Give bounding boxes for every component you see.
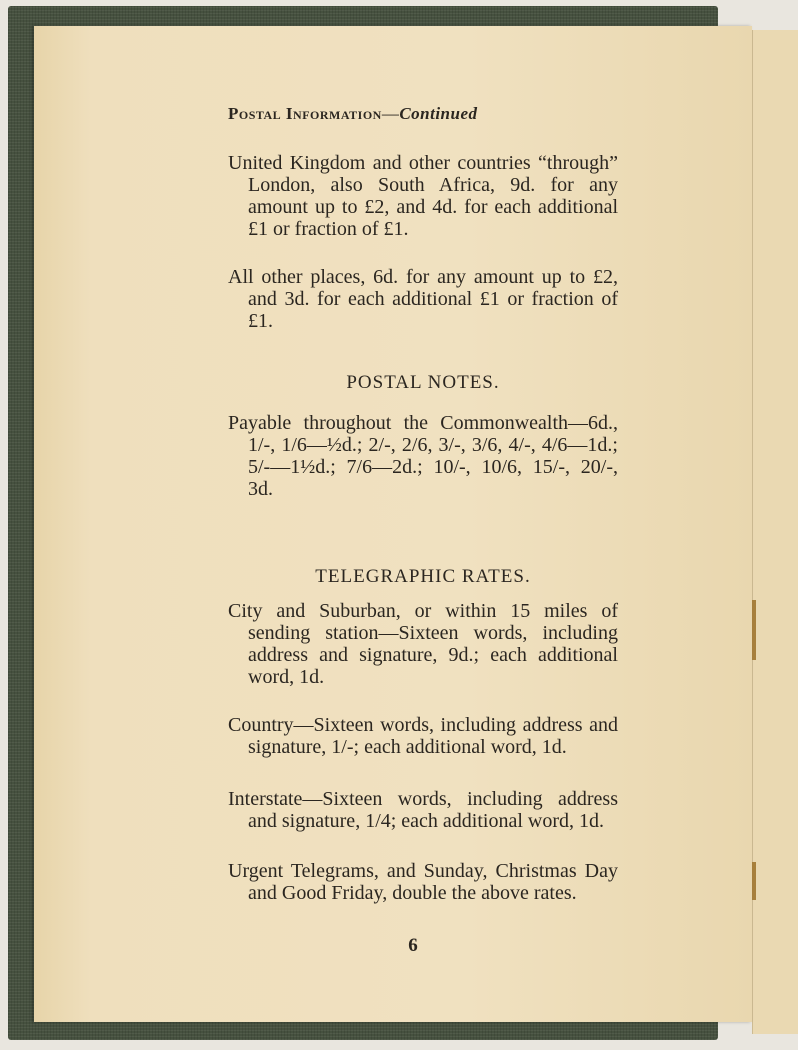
- money-order-paragraph: All other places, 6d. for any amount up to £2, and 3d. for each additional £1 or fraction of £1.: [228, 266, 618, 332]
- postal-notes-paragraph: Payable throughout the Commonwealth—6d., 1/-, 1/6—½d.; 2/-, 2/6, 3/-, 3/6, 4/-, 4/6—1d.; 5/-—1½d.; 7/6—2d.; 10/-, 10/6, 15/-, 20/-, 3d.: [228, 412, 618, 500]
- facing-page-mark: [752, 862, 756, 900]
- running-head-section: Postal Information: [228, 104, 382, 123]
- postal-notes-heading: POSTAL NOTES.: [346, 372, 500, 393]
- telegraphic-rate-item: Interstate—Sixteen words, including address and signature, 1/4; each additional word, 1d.: [228, 788, 618, 832]
- telegraphic-rate-item: City and Suburban, or within 15 miles of sending station—Sixteen words, including address and signature, 9d.; each additional word, 1d.: [228, 600, 618, 688]
- page-number: 6: [408, 935, 418, 956]
- facing-page-edge: [752, 30, 798, 1034]
- running-head-separator: —: [381, 104, 400, 123]
- facing-page-mark: [752, 600, 756, 660]
- running-head-continued: Continued: [399, 104, 478, 123]
- money-order-paragraph: United Kingdom and other countries “through” London, also South Africa, 9d. for any amount up to £2, and 4d. for each additional £1 or fraction of £1.: [228, 152, 618, 240]
- running-head: [228, 104, 618, 124]
- telegraphic-rate-item: Urgent Telegrams, and Sunday, Christmas Day and Good Friday, double the above rates.: [228, 860, 618, 904]
- telegraphic-rate-item: Country—Sixteen words, including address and signature, 1/-; each additional word, 1d.: [228, 714, 618, 758]
- telegraphic-rates-heading: TELEGRAPHIC RATES.: [315, 566, 531, 587]
